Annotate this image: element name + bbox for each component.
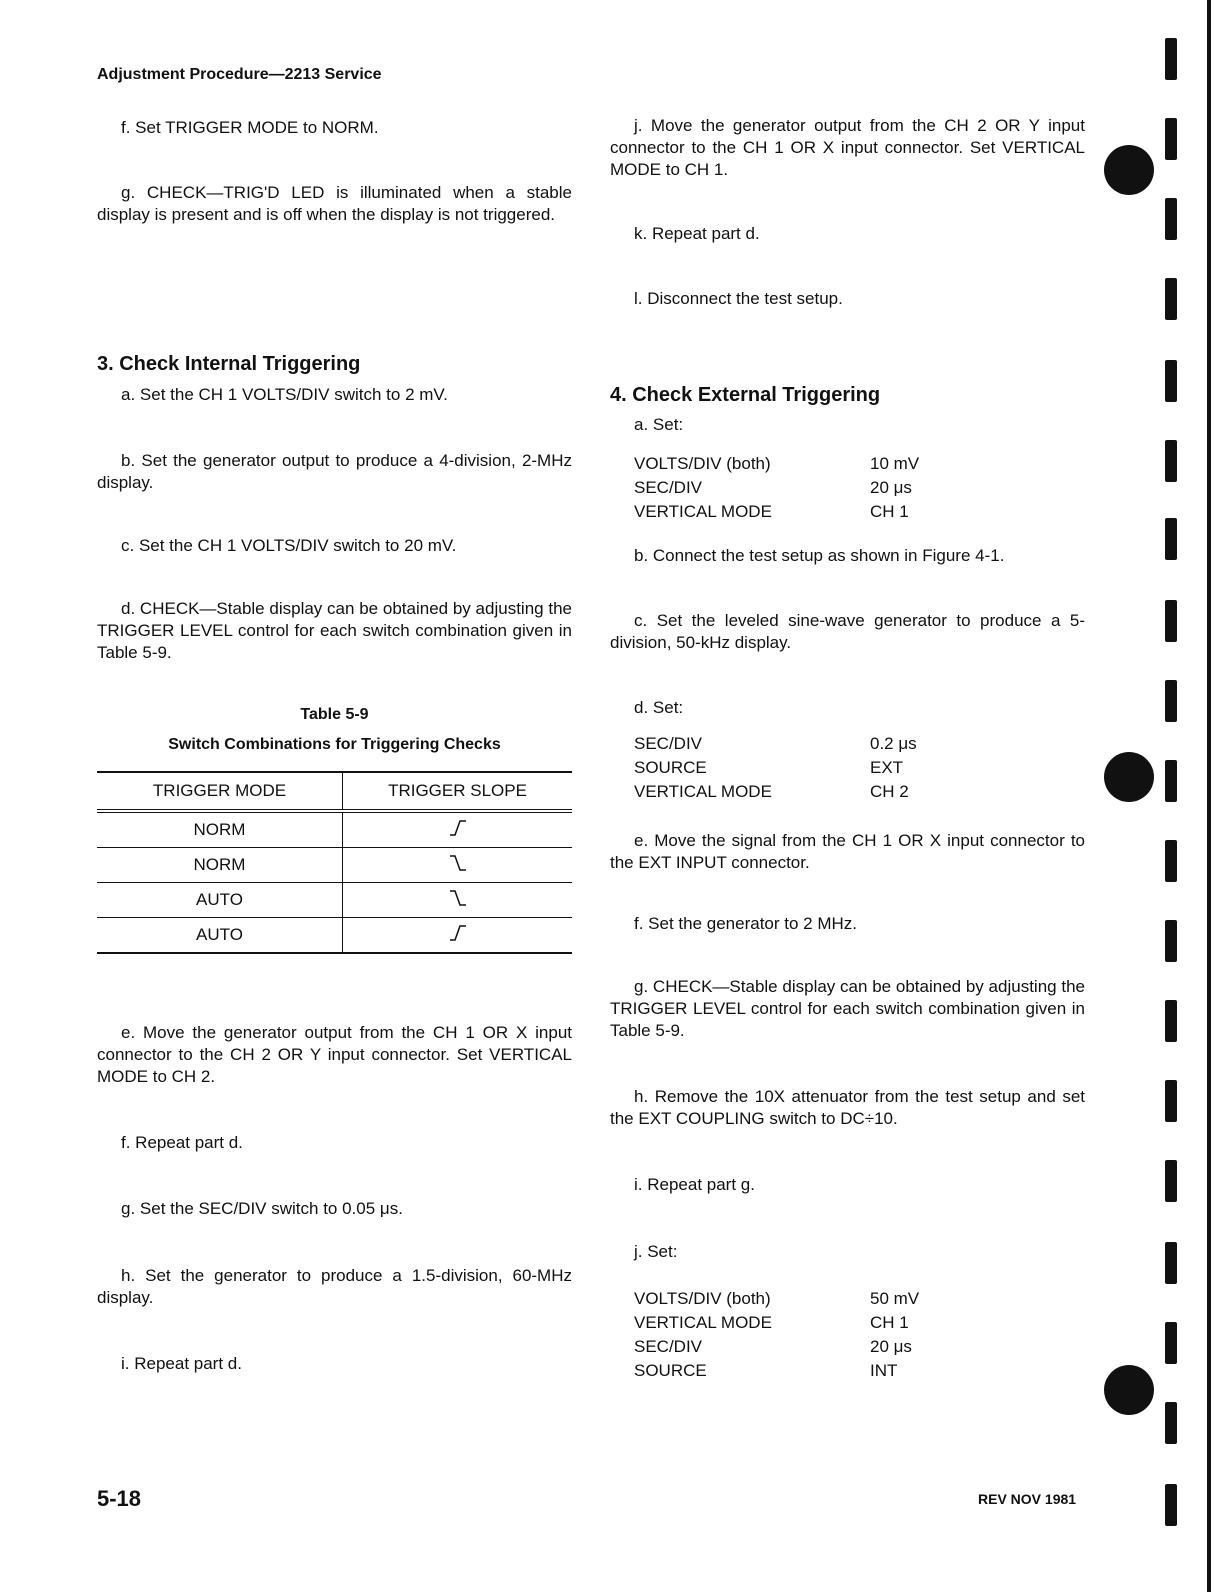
col-trigger-slope: TRIGGER SLOPE xyxy=(343,772,573,811)
setting-label: VERTICAL MODE xyxy=(634,1313,772,1332)
setting-row xyxy=(634,1311,919,1335)
setting-row xyxy=(634,476,919,500)
setting-row xyxy=(634,1359,919,1383)
setting-label: SEC/DIV xyxy=(634,734,703,753)
step-3f-prev: f. Set TRIGGER MODE to NORM. xyxy=(121,118,379,137)
margin-mark xyxy=(1165,920,1177,962)
setting-row xyxy=(634,1287,919,1311)
table-row xyxy=(97,811,572,848)
setting-value: EXT xyxy=(870,758,904,777)
setting-label: SEC/DIV xyxy=(634,478,703,497)
settings-4a xyxy=(634,452,919,524)
setting-label: VOLTS/DIV (both) xyxy=(634,454,771,473)
page-edge-rule xyxy=(1207,0,1211,1592)
margin-mark xyxy=(1165,1484,1177,1526)
step-4h: h. Remove the 10X attenuator from the test setup and set the EXT COUPLING switch to DC÷10. xyxy=(610,1087,1085,1128)
step-3d: d. CHECK—Stable display can be obtained by adjusting the TRIGGER LEVEL control for each switch combination given in Table 5-9. xyxy=(97,599,572,662)
step-4i: i. Repeat part g. xyxy=(634,1175,755,1194)
setting-value: INT xyxy=(870,1361,898,1380)
binder-hole-icon xyxy=(1104,1365,1154,1415)
setting-row xyxy=(634,1335,919,1359)
setting-row xyxy=(634,732,917,756)
step-3h: h. Set the generator to produce a 1.5-division, 60-MHz display. xyxy=(97,1266,572,1307)
page-number: 5-18 xyxy=(97,1486,142,1511)
margin-mark xyxy=(1165,360,1177,402)
step-4e: e. Move the signal from the CH 1 OR X input connector to the EXT INPUT connector. xyxy=(610,831,1085,872)
setting-value: 20 μs xyxy=(870,478,912,497)
table-caption: Switch Combinations for Triggering Checks xyxy=(168,736,501,753)
step-l: l. Disconnect the test setup. xyxy=(634,289,843,308)
section-4-title: 4. Check External Triggering xyxy=(610,384,881,406)
setting-value: 50 mV xyxy=(870,1289,920,1308)
rising-slope-icon xyxy=(343,918,573,954)
step-4j: j. Set: xyxy=(634,1242,678,1261)
step-4a: a. Set: xyxy=(634,415,684,434)
binder-hole-icon xyxy=(1104,752,1154,802)
setting-label: VERTICAL MODE xyxy=(634,502,772,521)
step-4f: f. Set the generator to 2 MHz. xyxy=(634,914,858,933)
table-header-row xyxy=(97,772,572,811)
margin-mark xyxy=(1165,38,1177,80)
setting-label: VERTICAL MODE xyxy=(634,782,772,801)
margin-mark xyxy=(1165,198,1177,240)
revision-date: REV NOV 1981 xyxy=(978,1491,1077,1507)
setting-row xyxy=(634,500,919,524)
margin-mark xyxy=(1165,760,1177,802)
falling-slope-icon xyxy=(343,848,573,883)
table-number: Table 5-9 xyxy=(300,706,369,723)
falling-slope-icon xyxy=(343,883,573,918)
step-4d: d. Set: xyxy=(634,698,684,717)
setting-label: VOLTS/DIV (both) xyxy=(634,1289,771,1308)
margin-mark xyxy=(1165,1242,1177,1284)
setting-label: SOURCE xyxy=(634,1361,707,1380)
setting-value: CH 1 xyxy=(870,1313,909,1332)
setting-value: 10 mV xyxy=(870,454,920,473)
step-3c: c. Set the CH 1 VOLTS/DIV switch to 20 mV. xyxy=(121,536,457,555)
step-3i: i. Repeat part d. xyxy=(121,1354,242,1373)
step-4g: g. CHECK—Stable display can be obtained by adjusting the TRIGGER LEVEL control for each switch combination given in Table 5-9. xyxy=(610,977,1085,1040)
step-3a: a. Set the CH 1 VOLTS/DIV switch to 2 mV. xyxy=(121,385,448,404)
setting-value: CH 1 xyxy=(870,502,909,521)
setting-row xyxy=(634,452,919,476)
mode-cell: AUTO xyxy=(97,918,343,954)
margin-mark xyxy=(1165,1402,1177,1444)
mode-cell: NORM xyxy=(97,811,343,848)
step-g-trig-led: g. CHECK—TRIG'D LED is illuminated when a stable display is present and is off when the display is not triggered. xyxy=(97,183,572,224)
setting-row xyxy=(634,780,917,804)
table-row xyxy=(97,848,572,883)
margin-mark xyxy=(1165,1080,1177,1122)
running-header: Adjustment Procedure—2213 Service xyxy=(97,66,382,83)
margin-mark xyxy=(1165,600,1177,642)
section-3-title: 3. Check Internal Triggering xyxy=(97,353,361,375)
setting-label: SOURCE xyxy=(634,758,707,777)
mode-cell: AUTO xyxy=(97,883,343,918)
settings-4d xyxy=(634,732,917,804)
rising-slope-icon xyxy=(343,811,573,848)
margin-mark xyxy=(1165,680,1177,722)
setting-value: 0.2 μs xyxy=(870,734,917,753)
setting-value: 20 μs xyxy=(870,1337,912,1356)
settings-4j xyxy=(634,1287,919,1383)
setting-label: SEC/DIV xyxy=(634,1337,703,1356)
margin-mark xyxy=(1165,1322,1177,1364)
margin-mark xyxy=(1165,278,1177,320)
step-3b: b. Set the generator output to produce a 4-division, 2-MHz display. xyxy=(97,451,572,492)
margin-mark xyxy=(1165,518,1177,560)
col-trigger-mode: TRIGGER MODE xyxy=(97,772,343,811)
table-row xyxy=(97,883,572,918)
step-4c: c. Set the leveled sine-wave generator to produce a 5-division, 50-kHz display. xyxy=(610,611,1085,652)
margin-mark xyxy=(1165,840,1177,882)
margin-mark xyxy=(1165,118,1177,160)
step-4b: b. Connect the test setup as shown in Figure 4-1. xyxy=(634,546,1005,565)
margin-mark xyxy=(1165,1000,1177,1042)
setting-row xyxy=(634,756,917,780)
step-3e: e. Move the generator output from the CH 1 OR X input connector to the CH 2 OR Y input connector. Set VERTICAL MODE to CH 2. xyxy=(97,1023,572,1086)
margin-mark xyxy=(1165,1160,1177,1202)
margin-mark xyxy=(1165,440,1177,482)
step-3g: g. Set the SEC/DIV switch to 0.05 μs. xyxy=(121,1199,403,1218)
step-k: k. Repeat part d. xyxy=(634,224,760,243)
step-j-move-output: j. Move the generator output from the CH 2 OR Y input connector to the CH 1 OR X input connector. Set VERTICAL MODE to CH 1. xyxy=(610,116,1085,179)
binder-hole-icon xyxy=(1104,145,1154,195)
switch-combinations-table xyxy=(97,771,572,954)
step-3f: f. Repeat part d. xyxy=(121,1133,243,1152)
setting-value: CH 2 xyxy=(870,782,909,801)
mode-cell: NORM xyxy=(97,848,343,883)
table-row xyxy=(97,918,572,954)
